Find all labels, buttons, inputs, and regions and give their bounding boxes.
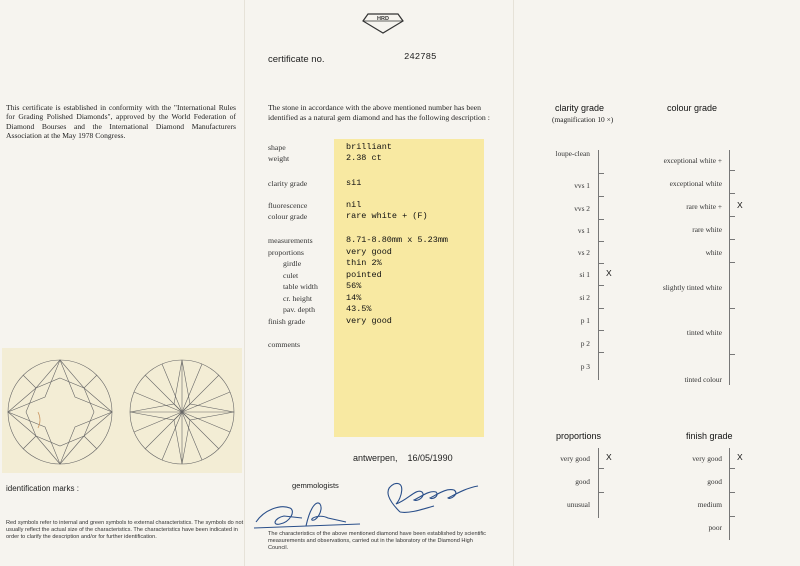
clarity-tick [598,263,604,264]
certificate-label: certificate no. [268,54,325,65]
clarity-grade-p3: p 3 [580,362,590,371]
field-label-girdle: girdle [283,259,302,268]
field-label-pavilion-depth: pav. depth [283,305,315,314]
identification-statement: The stone in accordance with the above mentioned number has been identified as a natural gem diamond and has the following description : [268,103,490,122]
clarity-grade-p1: p 1 [580,316,590,325]
colour-tick [729,170,735,171]
field-value-girdle: thin 2% [346,258,382,268]
colour-tick [729,262,735,263]
finish-selected-mark: X [737,452,743,462]
colour-tick [729,308,735,309]
field-value-weight: 2.38 ct [346,153,382,163]
clarity-tick [598,173,604,174]
field-value-clarity: si1 [346,178,362,188]
clarity-grade-vs2: vs 2 [577,248,590,257]
finish-grade-poor: poor [708,523,722,532]
clarity-tick [598,285,604,286]
gemmologists-label: gemmologists [292,481,339,490]
clarity-grade-loupe-clean: loupe-clean [555,149,590,158]
proportions-title: proportions [556,431,602,441]
proportions-grade-good: good [575,477,590,486]
field-label-clarity: clarity grade [268,179,308,188]
proportions-tick [598,468,604,469]
symbols-footnote: Red symbols refer to internal and green symbols to external characteristics. The symbols do not usually reflect the actual size of the characteristics. The characteristics have been indicated in order to clarify the description and/or for further identification. [6,520,244,541]
identification-diagram [2,348,242,473]
field-label-shape: shape [268,143,286,152]
gemmologist-signatures [250,478,490,538]
signature-two [388,483,478,512]
colour-grade-tinted-colour: tinted colour [684,375,722,384]
clarity-tick [598,308,604,309]
clarity-tick [598,241,604,242]
finish-grade-good: good [707,477,722,486]
clarity-scale-bar [598,150,599,380]
field-value-table-width: 56% [346,281,362,291]
colour-tick [729,193,735,194]
finish-grade-very-good: very good [692,454,722,463]
clarity-tick [598,196,604,197]
colour-grade-slightly-tinted-white: slightly tinted white [662,283,722,292]
clarity-grade-title: clarity grade [555,103,605,113]
proportions-tick [598,492,604,493]
field-value-measurements: 8.71-8.80mm x 5.23mm [346,235,449,245]
field-value-finish: very good [346,316,392,326]
clarity-grade-si2: si 2 [579,293,590,302]
place-and-date: antwerpen, 16/05/1990 [353,453,453,463]
colour-grade-white: white [705,248,722,257]
field-value-shape: brilliant [346,142,392,152]
identification-marks-label: identification marks : [6,484,79,493]
diamond-plot-svg [2,348,242,473]
finish-scale-bar [729,448,730,540]
colour-tick [729,216,735,217]
field-value-crown-height: 14% [346,293,362,303]
field-value-fluorescence: nil [346,200,362,210]
conformity-statement: This certificate is established in conformity with the "International Rules for Grading Polished Diamonds", approved by the World Federation of Diamond Bourses and the International Diamond Manufacturers Association at the May 1978 Congress. [6,103,236,141]
proportions-grade-very-good: very good [560,454,590,463]
colour-selected-mark: X [737,200,743,210]
finish-grade-medium: medium [697,500,722,509]
colour-grade-tinted-white: tinted white [686,328,722,337]
pavilion-view-diagram [130,360,234,464]
colour-grade-title: colour grade [667,103,718,113]
hrd-logo [362,12,404,38]
clarity-tick [598,219,604,220]
field-value-pavilion-depth: 43.5% [346,304,372,314]
colour-grade-rare-white: rare white [692,225,722,234]
clarity-tick [598,352,604,353]
field-label-colour: colour grade [268,212,308,221]
colour-grade-exceptional-white-plus: exceptional white + [663,156,722,165]
colour-grade-rare-white-plus: rare white + [686,202,722,211]
finish-tick [729,492,735,493]
clarity-grade-vvs1: vvs 1 [574,181,590,190]
field-label-comments: comments [268,340,301,349]
proportions-scale-bar [598,448,599,518]
finish-tick [729,516,735,517]
proportions-grade-unusual: unusual [567,500,590,509]
field-label-finish: finish grade [268,317,306,326]
field-label-crown-height: cr. height [283,294,313,303]
colour-tick [729,354,735,355]
clarity-grade-vs1: vs 1 [577,226,590,235]
clarity-selected-mark: X [606,268,612,278]
fold-line-right [513,0,514,566]
certificate-number: 242785 [404,52,437,62]
logo-lettering: HRD [377,16,389,22]
field-value-colour: rare white + (F) [346,211,428,221]
clarity-grade-si1: si 1 [579,270,590,279]
field-label-culet: culet [283,271,299,280]
colour-grade-exceptional-white: exceptional white [669,179,722,188]
field-value-proportions: very good [346,247,392,257]
laboratory-footnote: The characteristics of the above mentioned diamond have been established by scientific measurements and observations, carried out in the laboratory of the Diamond High Council. [268,531,486,551]
signature-one [254,503,360,528]
field-value-culet: pointed [346,270,382,280]
field-label-measurements: measurements [268,236,313,245]
colour-tick [729,239,735,240]
field-label-table-width: table width [283,282,318,291]
field-label-weight: weight [268,154,290,163]
clarity-grade-subtitle: (magnification 10 ×) [552,115,614,124]
finish-grade-title: finish grade [686,431,733,441]
clarity-grade-vvs2: vvs 2 [574,204,590,213]
field-label-proportions: proportions [268,248,304,257]
fold-line-left [244,0,245,566]
finish-tick [729,468,735,469]
field-label-fluorescence: fluorescence [268,201,308,210]
proportions-selected-mark: X [606,452,612,462]
clarity-tick [598,330,604,331]
crown-view-diagram [8,360,112,464]
clarity-grade-p2: p 2 [580,339,590,348]
colour-scale-bar [729,150,730,385]
